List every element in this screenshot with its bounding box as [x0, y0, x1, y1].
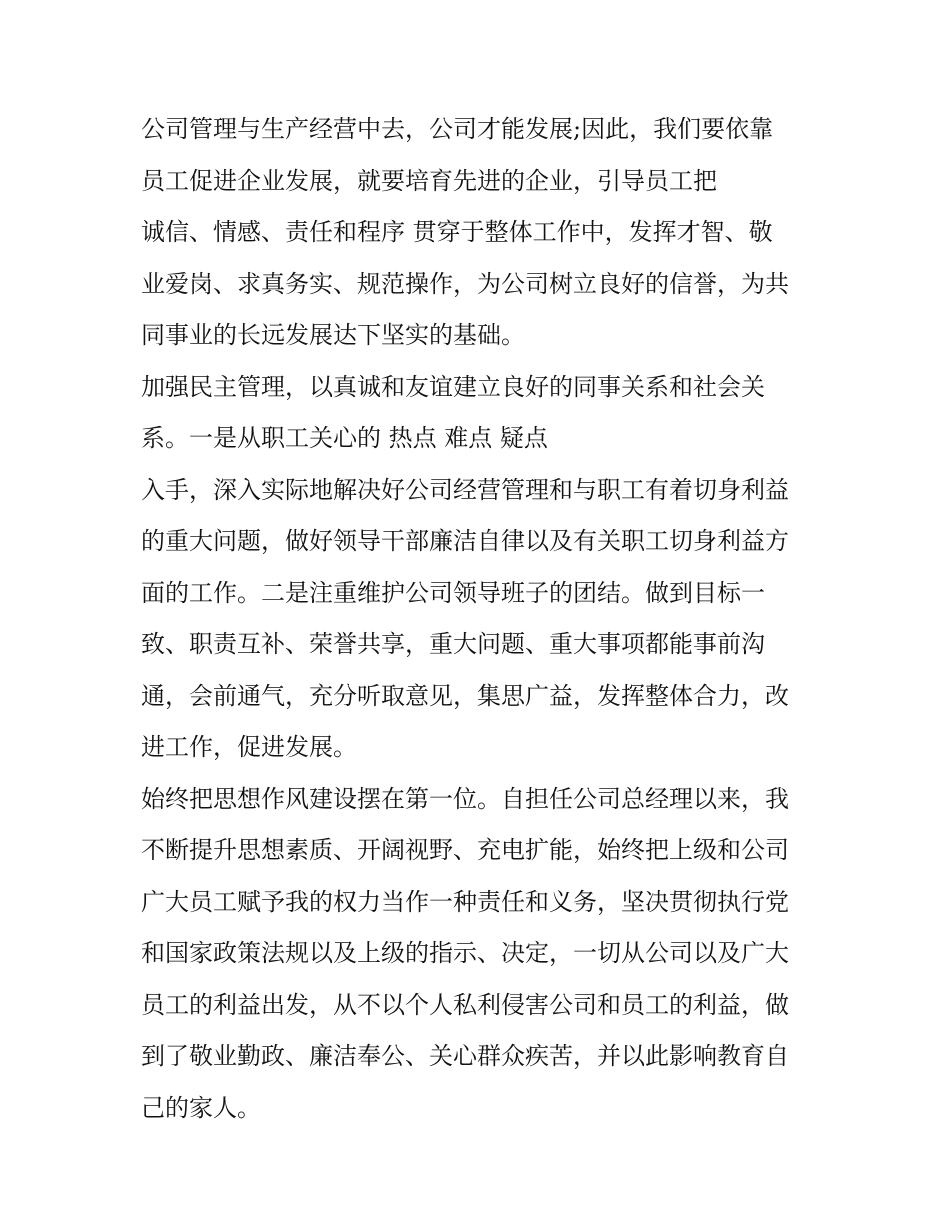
- text-line: 同事业的长远发展达下坚实的基础。: [141, 321, 525, 349]
- text-line: 面的工作。二是注重维护公司领导班子的团结。做到目标一: [141, 578, 765, 607]
- text-line: 不断提升思想素质、开阔视野、充电扩能，始终把上级和公司: [141, 836, 789, 864]
- document-body: [141, 104, 821, 1134]
- text-line: 进工作，促进发展。: [141, 733, 357, 761]
- text-line: 和国家政策法规以及上级的指示、决定，一切从公司以及广大: [141, 939, 789, 967]
- text-line: 广大员工赋予我的权力当作一种责任和义务，坚决贯彻执行党: [141, 887, 789, 916]
- text-line: 的重大问题，做好领导干部廉洁自律以及有关职工切身利益方: [141, 527, 789, 555]
- text-line: 始终把思想作风建设摆在第一位。自担任公司总经理以来，我: [141, 784, 789, 813]
- text-line: 系。一是从职工关心的 热点 难点 疑点: [141, 424, 548, 452]
- text-line: 公司管理与生产经营中去，公司才能发展;因此，我们要依靠: [141, 115, 774, 143]
- text-line: 到了敬业勤政、廉洁奉公、关心群众疾苦，并以此影响教育自: [141, 1042, 789, 1070]
- text-line: 通，会前通气，充分听取意见，集思广益，发挥整体合力，改: [141, 681, 789, 710]
- text-line: 员工的利益出发，从不以个人私利侵害公司和员工的利益，做: [141, 990, 789, 1019]
- text-line: 诚信、情感、责任和程序 贯穿于整体工作中，发挥才智、敬: [141, 218, 773, 246]
- text-line: 入手，深入实际地解决好公司经营管理和与职工有着切身利益: [141, 475, 789, 504]
- text-line: 己的家人。: [141, 1093, 261, 1122]
- text-line: 加强民主管理，以真诚和友谊建立良好的同事关系和社会关: [141, 372, 765, 401]
- text-line: 致、职责互补、荣誉共享，重大问题、重大事项都能事前沟: [141, 630, 765, 658]
- text-line: 业爱岗、求真务实、规范操作，为公司树立良好的信誉，为共: [141, 269, 789, 298]
- text-line: 员工促进企业发展，就要培育先进的企业，引导员工把: [141, 166, 717, 195]
